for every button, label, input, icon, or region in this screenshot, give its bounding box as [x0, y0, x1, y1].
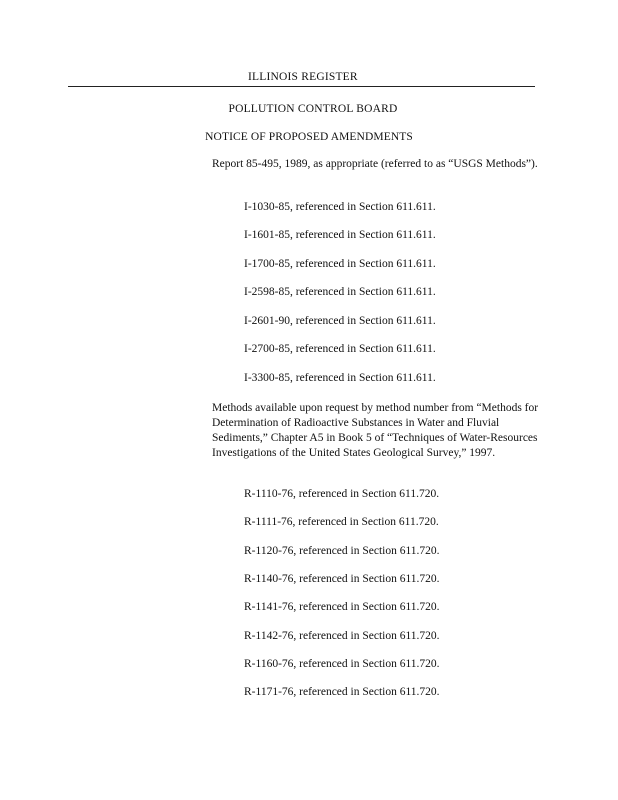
reference-item: R-1141-76, referenced in Section 611.720. [244, 601, 440, 613]
register-underline [248, 86, 360, 87]
reference-item: I-2598-85, referenced in Section 611.611. [244, 286, 436, 298]
reference-item: I-2601-90, referenced in Section 611.611. [244, 315, 436, 327]
paragraph-usgs-methods: Report 85-495, 1989, as appropriate (referred to as “USGS Methods”). [212, 158, 538, 170]
header-rule-right [360, 86, 535, 87]
reference-item: R-1111-76, referenced in Section 611.720. [244, 516, 439, 528]
register-title: ILLINOIS REGISTER [248, 71, 358, 83]
reference-item: I-1601-85, referenced in Section 611.611. [244, 229, 436, 241]
header-rule-left [68, 86, 248, 87]
reference-item: R-1142-76, referenced in Section 611.720. [244, 630, 440, 642]
notice-title: NOTICE OF PROPOSED AMENDMENTS [205, 131, 413, 143]
reference-item: R-1140-76, referenced in Section 611.720. [244, 573, 440, 585]
reference-item: R-1171-76, referenced in Section 611.720. [244, 686, 440, 698]
reference-item: I-1030-85, referenced in Section 611.611. [244, 201, 436, 213]
reference-item: I-3300-85, referenced in Section 611.611. [244, 372, 436, 384]
reference-item: I-2700-85, referenced in Section 611.611. [244, 343, 436, 355]
board-title: POLLUTION CONTROL BOARD [228, 103, 398, 115]
paragraph-radioactive-methods: Methods available upon request by method number from “Methods for Determination of Radioactive Substances in Water and Fluvial Sediments,” Chapter A5 in Book 5 of “Techniques of Water-Resources Investigations of the United States Geological Survey,” 1997. [212, 402, 539, 459]
reference-item: R-1120-76, referenced in Section 611.720. [244, 545, 440, 557]
reference-item: R-1160-76, referenced in Section 611.720. [244, 658, 440, 670]
reference-item: R-1110-76, referenced in Section 611.720. [244, 488, 440, 500]
reference-item: I-1700-85, referenced in Section 611.611. [244, 258, 436, 270]
